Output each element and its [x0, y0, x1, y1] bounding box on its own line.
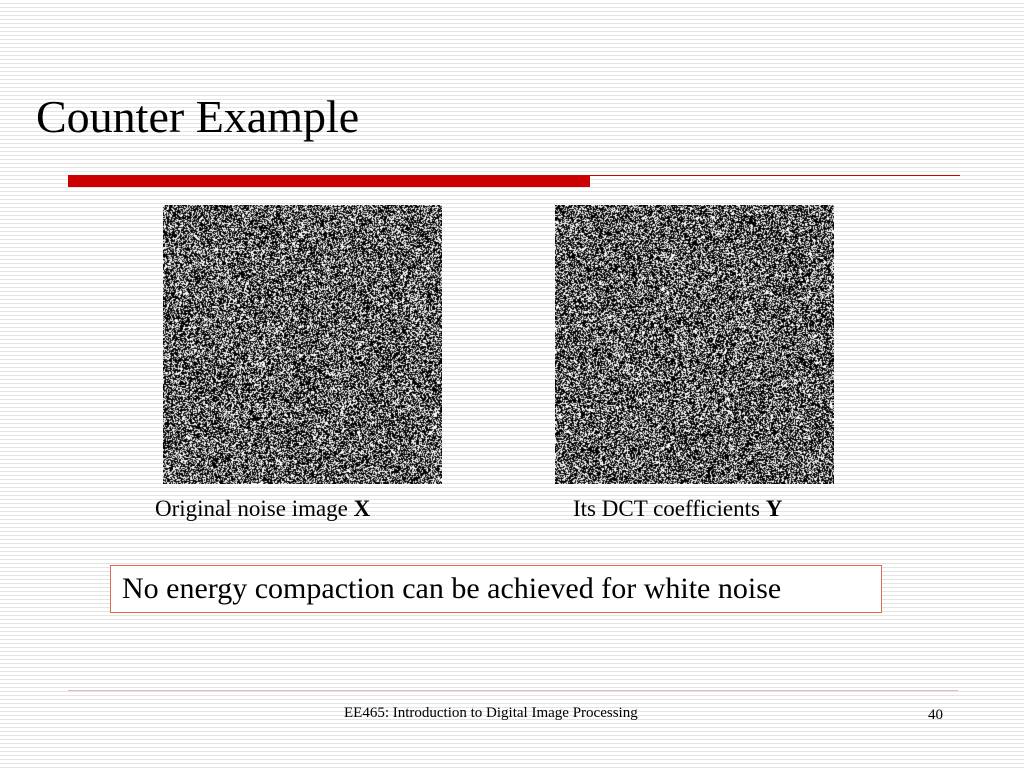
caption-dct-coefficients-symbol: Y — [765, 496, 783, 521]
page-number: 40 — [928, 707, 943, 723]
slide-title: Counter Example — [36, 91, 360, 142]
caption-noise-image — [155, 496, 370, 522]
caption-dct-coefficients-text: Its DCT coefficients — [573, 496, 766, 521]
footer-divider — [68, 690, 958, 691]
callout-box: No energy compaction can be achieved for white noise — [110, 565, 882, 613]
title-underline-thick — [68, 175, 590, 187]
title-underline-thin — [590, 175, 960, 176]
caption-dct-coefficients — [573, 496, 782, 522]
caption-noise-image-symbol: X — [353, 496, 371, 521]
noise-image-x-canvas — [163, 205, 442, 484]
dct-coefficients-image-y — [555, 205, 834, 484]
caption-noise-image-text: Original noise image — [155, 496, 354, 521]
footer-course-title: EE465: Introduction to Digital Image Processing — [344, 705, 638, 721]
noise-image-x — [163, 205, 442, 484]
dct-coefficients-canvas — [555, 205, 834, 484]
